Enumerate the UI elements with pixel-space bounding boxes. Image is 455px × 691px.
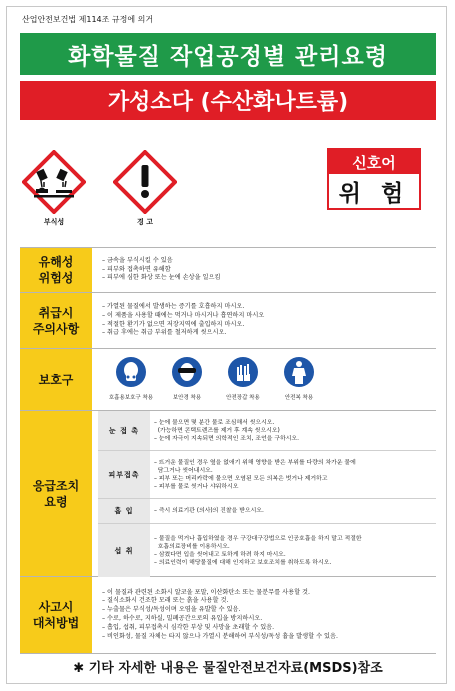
suit-item bbox=[274, 357, 324, 401]
list-item: – 물질을 먹거나 흡입하였을 경우 구강대구강법으로 인공호흡을 하지 말고 적절한 bbox=[154, 535, 362, 542]
skin-contact-text bbox=[154, 451, 434, 498]
ingestion-row bbox=[98, 523, 436, 577]
list-item: – 적절한 환기가 없으면 저장지역에 출입하지 마시오. bbox=[102, 320, 245, 328]
list-item: – 삼켰다면 입을 씻어내고 토하게 하려 하지 마시오. bbox=[154, 551, 286, 558]
list-item: – 피부 또는 머리카락에 물으면 오염된 모든 의복은 벗거나 제거하고 bbox=[154, 475, 328, 482]
accident-row bbox=[20, 577, 436, 654]
hazard-heading: 유해성 위험성 bbox=[20, 248, 94, 292]
ingestion-text bbox=[154, 524, 434, 577]
list-item: – 눈에 물으면 몇 분간 물로 조심해서 씻으시오. bbox=[154, 419, 275, 426]
list-item: 담그거나 씻어내시오. bbox=[154, 467, 213, 474]
hazard-text bbox=[102, 248, 432, 292]
msds-footer-note: ✱ 기타 자세한 내용은 물질안전보건자료(MSDS)참조 bbox=[73, 661, 383, 676]
list-item: – 누출물은 부식성/독성이며 오염을 유발할 수 있음. bbox=[102, 606, 241, 614]
first-aid-table bbox=[98, 411, 436, 576]
protective-row bbox=[20, 349, 436, 411]
list-item: – 취급 후에는 취급 부위를 철저하게 씻으시오. bbox=[102, 329, 227, 337]
skin-contact-row bbox=[98, 450, 436, 498]
signal-word-label: 신호어 bbox=[329, 150, 419, 174]
eye-contact-heading: 눈 접 촉 bbox=[98, 411, 150, 450]
respirator-label: 호흡용보호구 착용 bbox=[108, 395, 154, 401]
respirator-icon bbox=[116, 357, 146, 387]
respirator-item bbox=[106, 357, 156, 401]
eye-contact-text bbox=[154, 411, 434, 450]
list-item: 호흡의료장비를 이용하시오. bbox=[154, 543, 230, 550]
inhalation-heading: 흡 입 bbox=[98, 499, 150, 523]
ingestion-heading: 섭 취 bbox=[98, 524, 150, 577]
handling-row bbox=[20, 293, 436, 349]
list-item: – 금속을 부식시킬 수 있음 bbox=[102, 256, 173, 264]
goggles-icon bbox=[172, 357, 202, 387]
eye-contact-row bbox=[98, 411, 436, 450]
list-item: (가능하면 콘택트렌즈를 제거 후 계속 씻으시오) bbox=[154, 427, 280, 434]
list-item: – 이 제품을 사용할 때에는 먹거나 마시거나 흡연하지 마시오 bbox=[102, 311, 265, 319]
warning-label: 경 고 bbox=[137, 218, 153, 226]
first-aid-heading: 응급조치 요령 bbox=[20, 411, 94, 576]
suit-label: 안전복 착용 bbox=[284, 395, 314, 401]
legal-note: 산업안전보건법 제114조 규정에 의거 bbox=[22, 15, 154, 24]
list-item: – 피부를 물로 씻거나 샤워하시오 bbox=[154, 483, 239, 490]
list-item: – 피부와 접촉하면 유해함 bbox=[102, 265, 171, 273]
management-table bbox=[20, 247, 436, 654]
list-item: – 즉시 의료기관 (의사)의 진찰을 받으시오. bbox=[154, 508, 264, 514]
accident-text bbox=[102, 577, 432, 653]
corrosion-icon bbox=[22, 150, 86, 214]
corrosion-label: 부식성 bbox=[43, 218, 65, 226]
protective-heading: 보호구 bbox=[20, 349, 94, 410]
goggles-item bbox=[162, 357, 212, 401]
signal-word-value: 위 험 bbox=[338, 180, 410, 207]
accident-heading: 사고시 대처방법 bbox=[20, 577, 94, 653]
list-item: – 이 물질과 관련된 소화시 알코올 포말, 이산화탄소 또는 물분무를 사용할 것. bbox=[102, 588, 310, 596]
list-item: – 비인화성, 물질 자체는 타지 않으나 가열시 분해하여 부식성/독성 흄을 발생할 수 있음. bbox=[102, 632, 338, 640]
list-item: – 수로, 하수로, 지하실, 밀폐공간으로의 유입을 방지하시오. bbox=[102, 615, 263, 622]
list-item: – 의료인력이 해당물질에 대해 인지하고 보호조치를 취하도록 하시오. bbox=[154, 559, 332, 566]
gloves-icon bbox=[228, 357, 258, 387]
protective-suit-icon bbox=[284, 357, 314, 387]
list-item: – 피부에 심한 화상 또는 눈에 손상을 일으킴 bbox=[102, 274, 221, 282]
gloves-label: 안전장갑 착용 bbox=[226, 395, 260, 401]
poster-title: 화학물질 작업공정별 관리요령 bbox=[20, 33, 436, 75]
inhalation-text bbox=[154, 499, 434, 523]
signal-word-box bbox=[327, 148, 421, 210]
list-item: – 가열된 물질에서 발생하는 증기를 호흡하지 마시오. bbox=[102, 302, 245, 310]
list-item: – 뜨거운 물질인 경우 옆을 없애기 위해 영향을 받은 부위를 다량의 차가운 물에 bbox=[154, 459, 356, 466]
list-item: – 눈에 자극이 지속되면 의학적인 조치, 조언을 구하시오. bbox=[154, 435, 299, 442]
skin-contact-heading: 피부접촉 bbox=[98, 451, 150, 498]
inhalation-row bbox=[98, 498, 436, 523]
chemical-name: 가성소다 (수산화나트륨) bbox=[20, 81, 436, 120]
gloves-item bbox=[218, 357, 268, 401]
list-item: – 흡입, 섭취, 피부접촉시 심각한 부상 및 사망을 초래할 수 있음. bbox=[102, 623, 275, 631]
first-aid-row bbox=[20, 411, 436, 577]
hazard-row bbox=[20, 247, 436, 293]
handling-heading: 취급시 주의사항 bbox=[20, 293, 94, 348]
list-item: – 질식소화시 건조한 모래 또는 흙을 사용할 것. bbox=[102, 597, 229, 605]
goggles-label: 보안경 착용 bbox=[172, 395, 202, 401]
exclamation-icon bbox=[113, 150, 177, 214]
handling-text bbox=[102, 293, 432, 348]
